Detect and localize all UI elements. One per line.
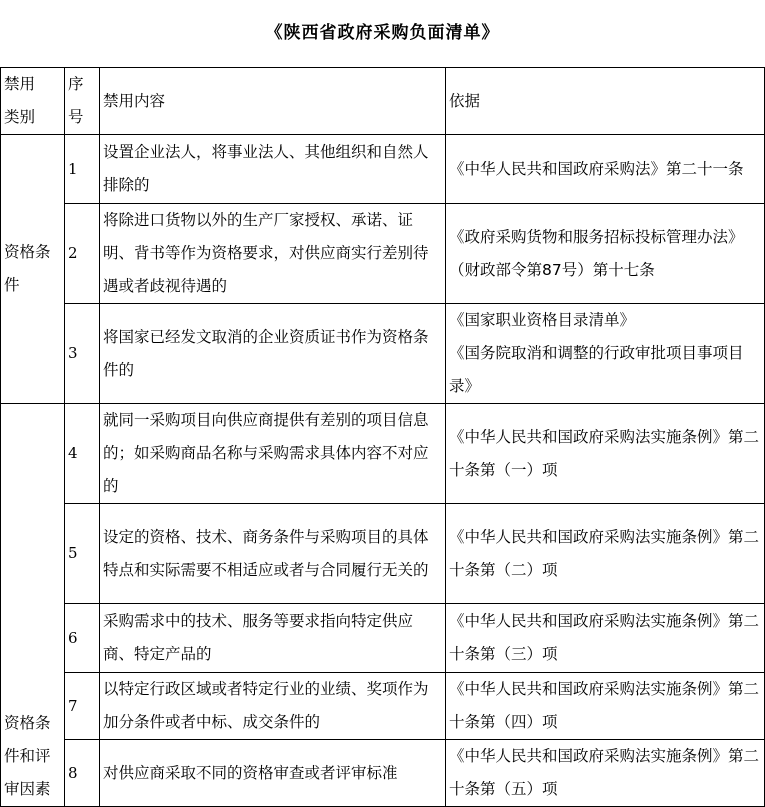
header-category: 禁用 类别 — [1, 68, 65, 135]
row-content: 就同一采购项目向供应商提供有差别的项目信息的；如采购商品名称与采购需求具体内容不对应的 — [100, 404, 446, 504]
category-cell: 资格条件和评审因素 — [1, 404, 65, 807]
row-content: 设置企业法人，将事业法人、其他组织和自然人排除的 — [100, 135, 446, 204]
table-row — [1, 204, 765, 304]
table-row — [1, 504, 765, 604]
row-basis: 《国家职业资格目录清单》 《国务院取消和调整的行政审批项目事项目录》 — [446, 304, 765, 404]
row-content: 将除进口货物以外的生产厂家授权、承诺、证明、背书等作为资格要求，对供应商实行差别待遇或者歧视待遇的 — [100, 204, 446, 304]
row-content: 采购需求中的技术、服务等要求指向特定供应商、特定产品的 — [100, 604, 446, 673]
table-row — [1, 404, 765, 504]
row-number: 4 — [65, 404, 100, 504]
table-row — [1, 673, 765, 740]
header-number: 序 号 — [65, 68, 100, 135]
row-basis: 《政府采购货物和服务招标投标管理办法》（财政部令第87号）第十七条 — [446, 204, 765, 304]
row-number: 5 — [65, 504, 100, 604]
row-basis: 《中华人民共和国政府采购法实施条例》第二十条第（五）项 — [446, 740, 765, 807]
row-basis: 《中华人民共和国政府采购法实施条例》第二十条第（四）项 — [446, 673, 765, 740]
row-number: 3 — [65, 304, 100, 404]
row-content: 将国家已经发文取消的企业资质证书作为资格条件的 — [100, 304, 446, 404]
table-row — [1, 304, 765, 404]
row-basis: 《中华人民共和国政府采购法实施条例》第二十条第（二）项 — [446, 504, 765, 604]
header-basis: 依据 — [446, 68, 765, 135]
table-row — [1, 604, 765, 673]
header-content: 禁用内容 — [100, 68, 446, 135]
row-number: 6 — [65, 604, 100, 673]
table-row — [1, 740, 765, 807]
table-header-row — [1, 68, 765, 135]
table-row — [1, 135, 765, 204]
row-basis: 《中华人民共和国政府采购法实施条例》第二十条第（一）项 — [446, 404, 765, 504]
row-basis: 《中华人民共和国政府采购法实施条例》第二十条第（三）项 — [446, 604, 765, 673]
row-content: 设定的资格、技术、商务条件与采购项目的具体特点和实际需要不相适应或者与合同履行无关的 — [100, 504, 446, 604]
row-content: 以特定行政区域或者特定行业的业绩、奖项作为加分条件或者中标、成交条件的 — [100, 673, 446, 740]
negative-list-table — [0, 67, 765, 807]
row-basis: 《中华人民共和国政府采购法》第二十一条 — [446, 135, 765, 204]
row-number: 2 — [65, 204, 100, 304]
category-cell: 资格条件 — [1, 135, 65, 404]
row-number: 8 — [65, 740, 100, 807]
document-title: 《陕西省政府采购负面清单》 — [265, 23, 500, 43]
row-number: 1 — [65, 135, 100, 204]
row-content: 对供应商采取不同的资格审查或者评审标准 — [100, 740, 446, 807]
row-number: 7 — [65, 673, 100, 740]
